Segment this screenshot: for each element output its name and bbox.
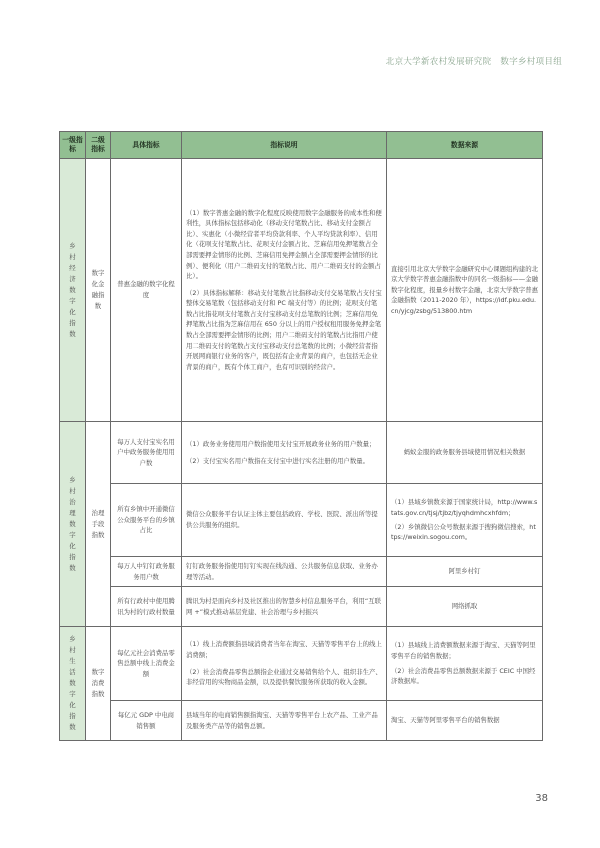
description-paragraph: （2）社会消费品零售总额指企业通过交易销售给个人、组织非生产、非经营用的实物商品金额，以及提供餐饮服务所获取的收入金额。 (186, 667, 382, 687)
table-row (60, 587, 543, 627)
indicator-table (59, 131, 543, 741)
indicator-cell: 每亿元社会消费品零售总额中线上消费金额 (111, 627, 182, 701)
description-paragraph: （1）数字普惠金融的数字化程度反映使用数字金融服务的成本性和便利性，具体指标包括移动化（移动支付笔数占比、移动支付金额占比）、实惠化（小微经营者平均贷款利率、个人平均贷款利率）、信用化（花呗支付笔数占比、花呗支付金额占比、芝麻信用免押笔数占全部需要押金情形的比例、芝麻信用免押金额占全部需要押金情形的比例）、便利化（用户二维码支付的笔数占比、用户二维码支付的金额占比）。 (186, 208, 382, 281)
level1-governance: 乡村治理数字化指数 (60, 422, 86, 627)
level2-governance-tools: 治理手段指数 (86, 422, 111, 627)
table-row (60, 557, 543, 587)
indicator-cell: 普惠金融的数字化程度 (111, 159, 182, 422)
level1-life: 乡村生活数字化指数 (60, 627, 86, 741)
description-cell (182, 627, 387, 701)
table-row (60, 422, 543, 484)
description-paragraph: （1）线上消费额指县域消费者当年在淘宝、天猫等零售平台上的线上消费额； (186, 640, 382, 659)
description-cell: 腾讯为村是面向乡村及社区推出的智慧乡村信息服务平台，利用“互联网 +”模式推动基层党建、社会治理与乡村振兴 (182, 587, 387, 627)
header-project: 数字乡村项目组 (500, 57, 562, 67)
source-cell: 蚂蚁金服的政务服务县域使用情况相关数据 (387, 422, 543, 484)
col-header-level2: 二级指标 (86, 132, 111, 159)
source-cell (387, 484, 543, 557)
indicator-cell: 每亿元 GDP 中电商销售额 (111, 701, 182, 741)
source-paragraph: （1）县域线上消费额数据来源于淘宝、天猫等阿里零售平台的销售数据； (391, 641, 536, 660)
description-paragraph: （1）政务业务使用用户数指使用支付宝开展政务业务的用户数量； (186, 439, 376, 448)
source-cell: 淘宝、天猫等阿里零售平台的销售数据 (387, 701, 543, 741)
description-cell: 县域当年的电商销售额指淘宝、天猫等零售平台上农产品、工业产品及服务类产品等的销售总额。 (182, 701, 387, 741)
running-header (386, 55, 562, 67)
page-number: 38 (535, 793, 548, 804)
description-paragraph: （2）具体指标解释：移动支付笔数占比指移动支付交易笔数占支付宝整体交易笔数（包括移动支付和 PC 端支付等）的比例；花呗支付笔数占比指花呗支付笔数占支付宝移动支付总笔数的比例；芝麻信用免押笔数占比指为芝麻信用在 650 分以上的用户授权租用服务免押金笔数占全部需要押金情形的比例；用户二维码支付的笔数占比指用户使用二维码支付的笔数占支付宝移动支付总笔数的比例；小微经营者指开展网商银行业务的客户，既包括有企业背景的商户，也包括无企业背景的商户，既有个体工商户，也有可识别的经营户。 (186, 288, 382, 371)
description-cell: 钉钉政务服务指使用钉钉实现在线沟通、公共服务信息获取、业务办理等活动。 (182, 557, 387, 587)
description-paragraph: （2）支付宝实名用户数指在支付宝中进行实名注册的用户数量。 (186, 456, 370, 465)
description-cell (182, 422, 387, 484)
indicator-cell: 所有乡镇中开通微信公众服务平台的乡镇占比 (111, 484, 182, 557)
source-cell: 阿里乡村钉 (387, 557, 543, 587)
source-cell (387, 627, 543, 701)
col-header-source: 数据来源 (387, 132, 543, 159)
table-row (60, 484, 543, 557)
table-row (60, 159, 543, 422)
description-cell (182, 159, 387, 422)
table-row (60, 701, 543, 741)
indicator-cell: 所有行政村中使用腾讯为村的行政村数量 (111, 587, 182, 627)
indicator-cell: 每万人支付宝实名用户中政务服务使用用户数 (111, 422, 182, 484)
level2-finance: 数字化金融指数 (86, 159, 111, 422)
description-cell: 微信公众服务平台认证主体主要包括政府、学校、医院、派出所等提供公共服务的组织。 (182, 484, 387, 557)
indicator-cell: 每万人中钉钉政务服务用户数 (111, 557, 182, 587)
header-org: 北京大学新农村发展研究院 (385, 57, 492, 67)
source-paragraph: （2）乡镇微信公众号数据来源于搜狗微信搜索，https://weixin.sogou.com。 (391, 522, 536, 542)
col-header-description: 指标说明 (182, 132, 387, 159)
level1-economy: 乡村经济数字化指数 (60, 159, 86, 422)
table-header-row (60, 132, 543, 159)
source-cell: 直接引用北京大学数字金融研究中心课题组构建的北京大学数字普惠金融指数中的同名一级指标——金融数字化程度，报量乡村数字金融，北京大学数字普惠金融指数（2011-2020 年），https://idf.pku.edu.cn/yjcg/zsbg/513800.htm (387, 159, 543, 422)
level2-consumption: 数字消费指数 (86, 627, 111, 741)
table-row (60, 627, 543, 701)
col-header-level1: 一级指标 (60, 132, 86, 159)
source-cell: 网络抓取 (387, 587, 543, 627)
col-header-indicator: 具体指标 (111, 132, 182, 159)
source-paragraph: （2）社会消费品零售总额数据来源于 CEIC 中国经济数据库。 (391, 666, 536, 686)
source-paragraph: （1）县域乡镇数来源于国家统计局，http://www.stats.gov.cn/tjsj/tjbz/tjyqhdmhcxhfdm； (391, 498, 538, 517)
